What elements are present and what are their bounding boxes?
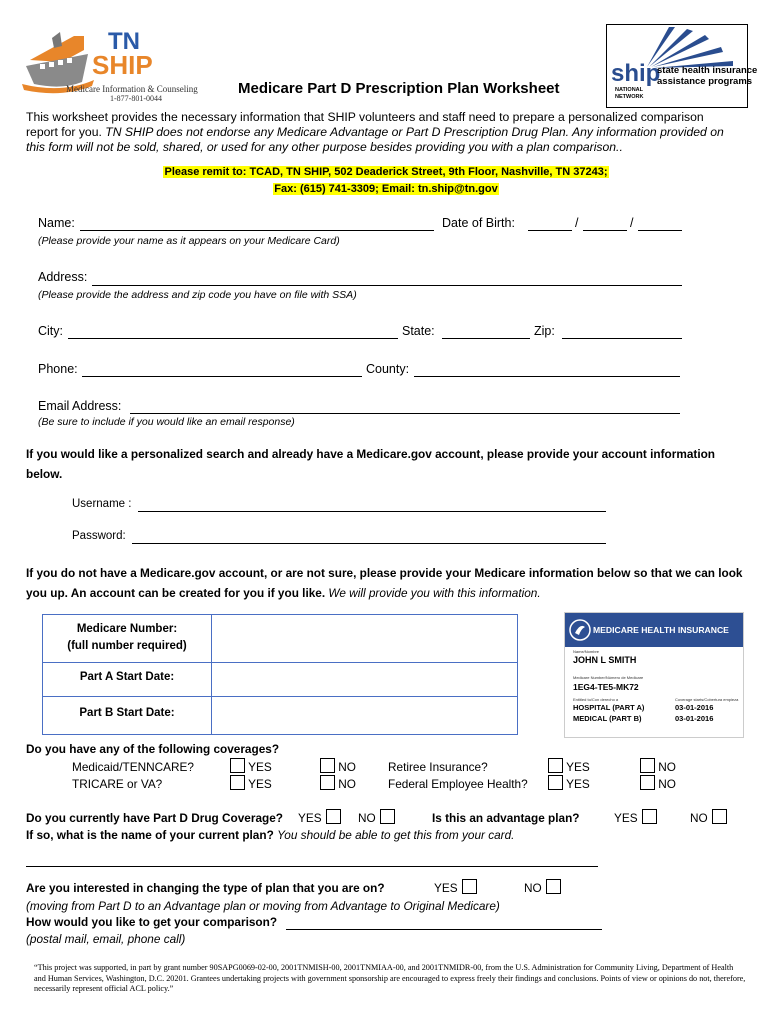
email-label: Email Address: xyxy=(38,399,122,413)
county-label: County: xyxy=(366,362,410,376)
hhs-eagle-icon xyxy=(569,619,591,641)
tricare-no[interactable] xyxy=(320,775,356,791)
state-field[interactable] xyxy=(442,338,530,339)
medicaid-label: Medicaid/TENNCARE? xyxy=(72,760,194,774)
partd-no-label: NO xyxy=(358,811,376,825)
medicare-number-label xyxy=(43,621,211,655)
part-a-field[interactable] xyxy=(213,665,513,694)
intro-paragraph xyxy=(26,110,738,155)
city-label: City: xyxy=(38,324,63,338)
username-label: Username : xyxy=(72,498,132,510)
tricare-yes-checkbox[interactable] xyxy=(230,775,245,790)
username-field[interactable] xyxy=(138,511,606,512)
grant-footer: “This project was supported, in part by grant number 90SAPG0069-02-00, 2001TNMISH-00, 2001TNMIAA-00, and 2001TNMIDR-00, from the U.S. Administration for Community Living, Department of Health and Human Services, Washington, D.C. 20201. Grantees undertaking projects with government sponsorship are encouraged to express freely their findings and conclusions. Points of view or opinions do not, therefore, necessarily represent official ACL policy.” xyxy=(34,963,746,993)
comparison-note: (postal mail, email, phone call) xyxy=(26,932,186,946)
change-yes-label: YES xyxy=(434,881,458,895)
medicaid-no-checkbox[interactable] xyxy=(320,758,335,773)
advantage-yes-label: YES xyxy=(614,811,638,825)
comparison-question: How would you like to get your comparison? xyxy=(26,915,278,929)
table-divider-h2 xyxy=(43,696,517,697)
federal-yes-checkbox[interactable] xyxy=(548,775,563,790)
plan-name-italic: You should be able to get this from your card. xyxy=(277,828,515,842)
dob-month-field[interactable] xyxy=(528,230,572,231)
name-field[interactable] xyxy=(80,230,434,231)
account-intro: If you would like a personalized search and already have a Medicare.gov account, please provide your account information below. xyxy=(26,447,716,481)
tricare-yes[interactable] xyxy=(230,775,272,791)
federal-label: Federal Employee Health? xyxy=(388,777,528,791)
tn-ship-line2: SHIP xyxy=(92,50,153,80)
change-note: (moving from Part D to an Advantage plan or moving from Advantage to Original Medicare) xyxy=(26,899,500,913)
dob-sep2: / xyxy=(630,216,634,230)
card-hospital-label: HOSPITAL xyxy=(573,703,611,712)
partd-yes[interactable] xyxy=(298,809,341,825)
change-no-label: NO xyxy=(524,881,542,895)
card-name: JOHN L SMITH xyxy=(573,655,637,665)
medicaid-yes-label: YES xyxy=(248,760,272,774)
federal-no-checkbox[interactable] xyxy=(640,775,655,790)
ship-desc1: state health insurance xyxy=(657,65,758,76)
advantage-yes-checkbox[interactable] xyxy=(642,809,657,824)
retiree-yes-label: YES xyxy=(566,760,590,774)
partd-no[interactable] xyxy=(358,809,395,825)
zip-field[interactable] xyxy=(562,338,682,339)
card-number: 1EG4-TE5-MK72 xyxy=(573,682,639,692)
email-field[interactable] xyxy=(130,413,680,414)
card-number-caption: Medicare Number/Número de Medicare xyxy=(573,675,644,680)
card-medical-date: 03-01-2016 xyxy=(675,714,714,723)
retiree-no-label: NO xyxy=(658,760,676,774)
no-account-paragraph xyxy=(26,563,752,603)
card-hospital xyxy=(573,703,644,712)
ship-net1: NATIONAL xyxy=(615,87,644,93)
advantage-no-checkbox[interactable] xyxy=(712,809,727,824)
part-b-field[interactable] xyxy=(213,699,513,732)
phone-label: Phone: xyxy=(38,362,78,376)
card-coverage-caption: Coverage starts/Cobertura empieza xyxy=(675,697,739,702)
coverages-question: Do you have any of the following coverages? xyxy=(26,742,280,756)
change-yes-checkbox[interactable] xyxy=(462,879,477,894)
advantage-yes[interactable] xyxy=(614,809,657,825)
medicare-info-table xyxy=(42,614,518,735)
card-medical-part: (PART B) xyxy=(609,714,642,723)
change-question: Are you interested in changing the type of plan that you are on? xyxy=(26,881,385,895)
address-field[interactable] xyxy=(92,285,682,286)
retiree-yes[interactable] xyxy=(548,758,590,774)
ship-national-network-logo xyxy=(606,24,758,108)
card-entitled-caption: Entitled to/Con derecho a xyxy=(573,697,619,702)
card-hospital-part: (PART A) xyxy=(612,703,645,712)
advantage-question: Is this an advantage plan? xyxy=(432,811,580,825)
ship-word: ship xyxy=(611,60,661,87)
federal-no[interactable] xyxy=(640,775,676,791)
part-b-label: Part B Start Date: xyxy=(79,707,175,719)
federal-yes-label: YES xyxy=(566,777,590,791)
card-name-caption: Name/Nombre xyxy=(573,649,600,654)
dob-day-field[interactable] xyxy=(583,230,627,231)
table-divider-v xyxy=(211,615,212,734)
retiree-no-checkbox[interactable] xyxy=(640,758,655,773)
plan-name-bold: If so, what is the name of your current plan? xyxy=(26,828,274,842)
remit-line2: Fax: (615) 741-3309; Email: tn.ship@tn.gov xyxy=(274,183,498,195)
retiree-label: Retiree Insurance? xyxy=(388,760,488,774)
no-account-note: We will provide you with this information. xyxy=(328,586,541,600)
card-hospital-date: 03-01-2016 xyxy=(675,703,714,712)
retiree-yes-checkbox[interactable] xyxy=(548,758,563,773)
part-a-label: Part A Start Date: xyxy=(79,671,175,683)
county-field[interactable] xyxy=(414,376,680,377)
ship-net2: NETWORK xyxy=(615,94,644,100)
retiree-no[interactable] xyxy=(640,758,676,774)
tn-ship-line1: TN xyxy=(108,28,140,55)
dob-year-field[interactable] xyxy=(638,230,682,231)
partd-yes-label: YES xyxy=(298,811,322,825)
dob-sep1: / xyxy=(575,216,579,230)
sample-medicare-card xyxy=(564,612,744,738)
city-field[interactable] xyxy=(68,338,398,339)
password-label: Password: xyxy=(72,530,126,542)
change-no[interactable] xyxy=(524,879,561,895)
tricare-label: TRICARE or VA? xyxy=(72,777,163,791)
name-label: Name: xyxy=(38,216,75,230)
tricare-no-checkbox[interactable] xyxy=(320,775,335,790)
plan-name-question xyxy=(26,828,514,842)
email-note: (Be sure to include if you would like an email response) xyxy=(38,416,295,428)
intro-text: This worksheet provides the necessary information that SHIP volunteers and staff need to prepare a personalized comparison report for you. xyxy=(26,110,704,139)
medicare-number-line1: Medicare Number: xyxy=(76,623,178,635)
advantage-no[interactable] xyxy=(690,809,727,825)
page-title: Medicare Part D Prescription Plan Worksheet xyxy=(238,80,560,97)
medicaid-yes-checkbox[interactable] xyxy=(230,758,245,773)
change-no-checkbox[interactable] xyxy=(546,879,561,894)
medicaid-no-label: NO xyxy=(338,760,356,774)
dob-label: Date of Birth: xyxy=(442,216,515,230)
partd-yes-checkbox[interactable] xyxy=(326,809,341,824)
medicare-number-line2: (full number required) xyxy=(67,640,187,652)
plan-name-field[interactable] xyxy=(26,866,598,867)
name-note: (Please provide your name as it appears on your Medicare Card) xyxy=(38,235,340,247)
tn-ship-phone: 1-877-801-0044 xyxy=(110,94,162,103)
tricare-yes-label: YES xyxy=(248,777,272,791)
address-label: Address: xyxy=(38,270,88,284)
tn-ship-tagline: Medicare Information & Counseling xyxy=(66,84,198,94)
tricare-no-label: NO xyxy=(338,777,356,791)
advantage-no-label: NO xyxy=(690,811,708,825)
state-label: State: xyxy=(402,324,435,338)
remit-block xyxy=(156,164,616,198)
change-yes[interactable] xyxy=(434,879,477,895)
table-divider-h1 xyxy=(43,662,517,663)
partd-question: Do you currently have Part D Drug Coverage? xyxy=(26,811,283,825)
partd-no-checkbox[interactable] xyxy=(380,809,395,824)
medicaid-no[interactable] xyxy=(320,758,356,774)
address-note: (Please provide the address and zip code you have on file with SSA) xyxy=(38,289,357,301)
comparison-field[interactable] xyxy=(286,929,602,930)
card-medical xyxy=(573,714,641,723)
federal-no-label: NO xyxy=(658,777,676,791)
phone-field[interactable] xyxy=(82,376,362,377)
intro-disclaimer: TN SHIP does not endorse any Medicare Advantage or Part D Prescription Drug Plan. Any information provided on this form will not be sold, shared, or used for any other purpose besides providing you with a plan comparison.. xyxy=(26,125,724,154)
medicare-number-field[interactable] xyxy=(213,617,513,660)
ship-desc2: assistance programs xyxy=(657,76,753,87)
remit-line1: Please remit to: TCAD, TN SHIP, 502 Deaderick Street, 9th Floor, Nashville, TN 37243; xyxy=(164,166,608,178)
zip-label: Zip: xyxy=(534,324,555,338)
no-account-text: If you do not have a Medicare.gov account, or are not sure, please provide your Medicare information below so that we can look you up. An account can be created for you if you like. xyxy=(26,566,743,600)
tn-ship-logo xyxy=(22,22,217,102)
medicaid-yes[interactable] xyxy=(230,758,272,774)
card-header-text: MEDICARE HEALTH INSURANCE xyxy=(593,625,729,635)
password-field[interactable] xyxy=(132,543,606,544)
federal-yes[interactable] xyxy=(548,775,590,791)
card-medical-label: MEDICAL xyxy=(573,714,608,723)
